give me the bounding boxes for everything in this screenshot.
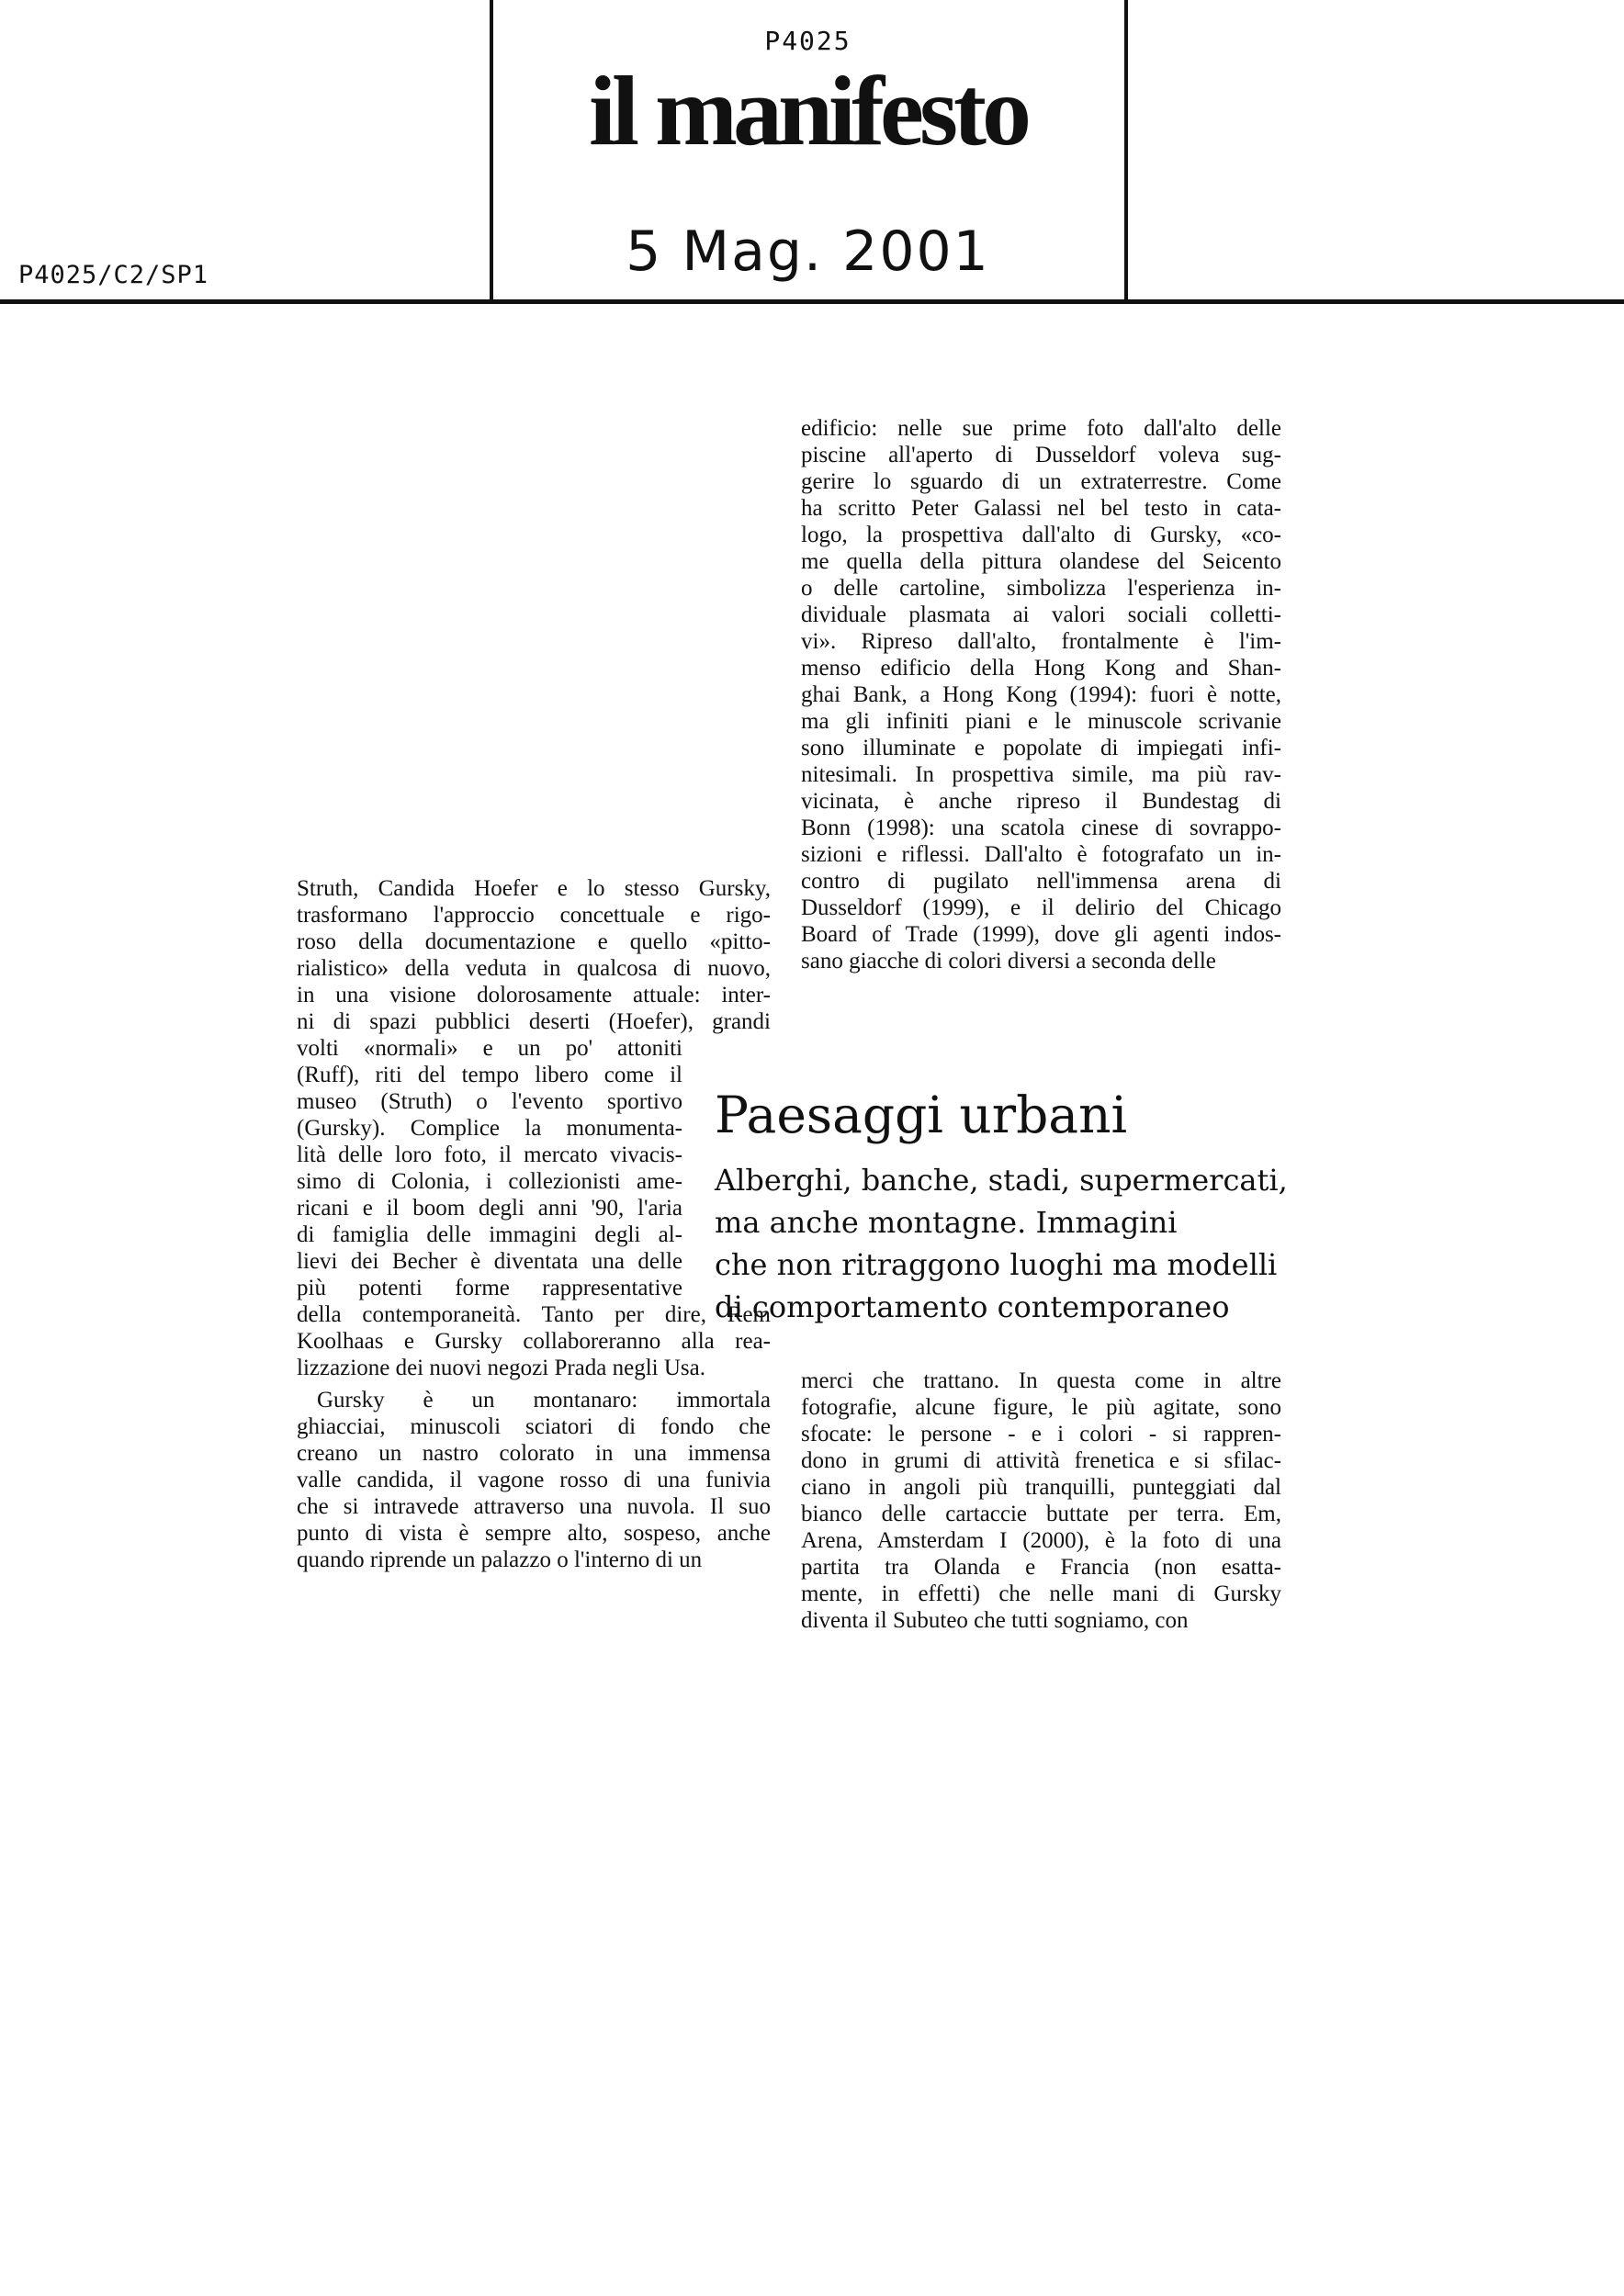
clipping-code: P4025 bbox=[764, 26, 851, 56]
text-line: (Ruff), riti del tempo libero come il bbox=[297, 1063, 682, 1087]
text-line: diventa il Subuteo che tutti sogniamo, con bbox=[801, 1608, 1189, 1633]
text-line: contro di pugilato nell'immensa arena di bbox=[801, 869, 1281, 894]
right-column-bottom bbox=[801, 1367, 1281, 1634]
text-line: (Gursky). Complice la monumenta- bbox=[297, 1116, 682, 1141]
text-line: museo (Struth) o l'evento sportivo bbox=[297, 1089, 682, 1114]
text-line: ni di spazi pubblici deserti (Hoefer), grandi bbox=[297, 1009, 771, 1034]
text-line: ha scritto Peter Galassi nel bel testo in cata- bbox=[801, 496, 1281, 521]
text-line: me quella della pittura olandese del Seicento bbox=[801, 549, 1281, 574]
text-line: Arena, Amsterdam I (2000), è la foto di una bbox=[801, 1528, 1281, 1553]
text-line: valle candida, il vagone rosso di una funivia bbox=[297, 1468, 771, 1492]
text-line: che si intravede attraverso una nuvola. Il suo bbox=[297, 1494, 771, 1519]
text-line: ghiacciai, minuscoli sciatori di fondo che bbox=[297, 1414, 771, 1439]
text-line: sizioni e riflessi. Dall'alto è fotografato un in- bbox=[801, 842, 1281, 867]
subhead-line: ma anche montagne. Immagini bbox=[715, 1205, 1178, 1240]
text-line: vi». Ripreso dall'alto, frontalmente è l'im- bbox=[801, 629, 1281, 654]
subhead-line: Alberghi, banche, stadi, supermercati, bbox=[715, 1163, 1288, 1198]
text-line: ricani e il boom degli anni '90, l'aria bbox=[297, 1196, 682, 1221]
text-line: volti «normali» e un po' attoniti bbox=[297, 1036, 682, 1061]
text-line: ciano in angoli più tranquilli, punteggiati dal bbox=[801, 1475, 1281, 1500]
text-line: bianco delle cartaccie buttate per terra. Em, bbox=[801, 1502, 1281, 1526]
text-line: menso edificio della Hong Kong and Shan- bbox=[801, 656, 1281, 681]
article-headline: Paesaggi urbani bbox=[715, 1086, 1128, 1144]
text-line: Gursky è un montanaro: immortala bbox=[317, 1388, 771, 1412]
text-line: o delle cartoline, simbolizza l'esperienza in- bbox=[801, 576, 1281, 601]
text-line: rialistico» della veduta in qualcosa di nuovo, bbox=[297, 956, 771, 981]
subhead-line: che non ritraggono luoghi ma modelli bbox=[715, 1247, 1278, 1282]
text-line: ghai Bank, a Hong Kong (1994): fuori è notte, bbox=[801, 682, 1281, 707]
text-line: dono in grumi di attività frenetica e si sfilac- bbox=[801, 1448, 1281, 1473]
text-line: simo di Colonia, i collezionisti ame- bbox=[297, 1169, 682, 1194]
text-line: nitesimali. In prospettiva simile, ma più rav- bbox=[801, 762, 1281, 787]
text-line: dividuale plasmata ai valori sociali colletti- bbox=[801, 602, 1281, 627]
text-line: Struth, Candida Hoefer e lo stesso Gursky, bbox=[297, 876, 771, 901]
text-line: lievi dei Becher è diventata una delle bbox=[297, 1249, 682, 1274]
text-line: fotografie, alcune figure, le più agitate, sono bbox=[801, 1395, 1281, 1420]
text-line: roso della documentazione e quello «pitto- bbox=[297, 929, 771, 954]
text-line: trasformano l'approccio concettuale e rigo- bbox=[297, 903, 771, 928]
text-line: lità delle loro foto, il mercato vivacis- bbox=[297, 1142, 682, 1167]
text-line: sfocate: le persone - e i colori - si rappren- bbox=[801, 1422, 1281, 1446]
text-line: Bonn (1998): una scatola cinese di sovrappo- bbox=[801, 816, 1281, 840]
text-line: più potenti forme rappresentative bbox=[297, 1276, 682, 1300]
text-line: partita tra Olanda e Francia (non esatta- bbox=[801, 1555, 1281, 1580]
text-line: della contemporaneità. Tanto per dire, Rem bbox=[297, 1302, 771, 1327]
newspaper-masthead: il manifesto bbox=[589, 57, 1027, 166]
text-line: di famiglia delle immagini degli al- bbox=[297, 1222, 682, 1247]
header-divider-right bbox=[1124, 0, 1128, 301]
right-column-top bbox=[801, 415, 1281, 974]
text-line: piscine all'aperto di Dusseldorf voleva sug- bbox=[801, 443, 1281, 467]
publication-date: 5 Mag. 2001 bbox=[626, 219, 990, 284]
text-line: sono illuminate e popolate di impiegati infi- bbox=[801, 736, 1281, 760]
text-line: Koolhaas e Gursky collaboreranno alla rea- bbox=[297, 1329, 771, 1354]
text-line: sano giacche di colori diversi a seconda delle bbox=[801, 949, 1216, 974]
text-line: creano un nastro colorato in una immensa bbox=[297, 1441, 771, 1466]
text-line: edificio: nelle sue prime foto dall'alto delle bbox=[801, 416, 1281, 441]
left-column bbox=[297, 875, 771, 1573]
text-line: Dusseldorf (1999), e il delirio del Chicago bbox=[801, 895, 1281, 920]
text-line: merci che trattano. In questa come in altre bbox=[801, 1368, 1281, 1393]
text-line: vicinata, è anche ripreso il Bundestag di bbox=[801, 789, 1281, 814]
subhead-line: di comportamento contemporaneo bbox=[715, 1289, 1230, 1324]
text-line: gerire lo sguardo di un extraterrestre. Come bbox=[801, 469, 1281, 494]
text-line: quando riprende un palazzo o l'interno di un bbox=[297, 1548, 703, 1572]
article-subhead bbox=[715, 1159, 1288, 1328]
text-line: logo, la prospettiva dall'alto di Gursky, «co- bbox=[801, 523, 1281, 547]
text-line: Board of Trade (1999), dove gli agenti indos- bbox=[801, 922, 1281, 947]
text-line: lizzazione dei nuovi negozi Prada negli Usa. bbox=[297, 1356, 705, 1380]
text-line: punto di vista è sempre alto, sospeso, anche bbox=[297, 1521, 771, 1546]
text-line: ma gli infiniti piani e le minuscole scrivanie bbox=[801, 709, 1281, 734]
text-line: mente, in effetti) che nelle mani di Gursky bbox=[801, 1581, 1281, 1606]
header-rule bbox=[0, 299, 1624, 304]
text-line: in una visione dolorosamente attuale: inter- bbox=[297, 983, 771, 1007]
section-code: P4025/C2/SP1 bbox=[18, 261, 209, 289]
